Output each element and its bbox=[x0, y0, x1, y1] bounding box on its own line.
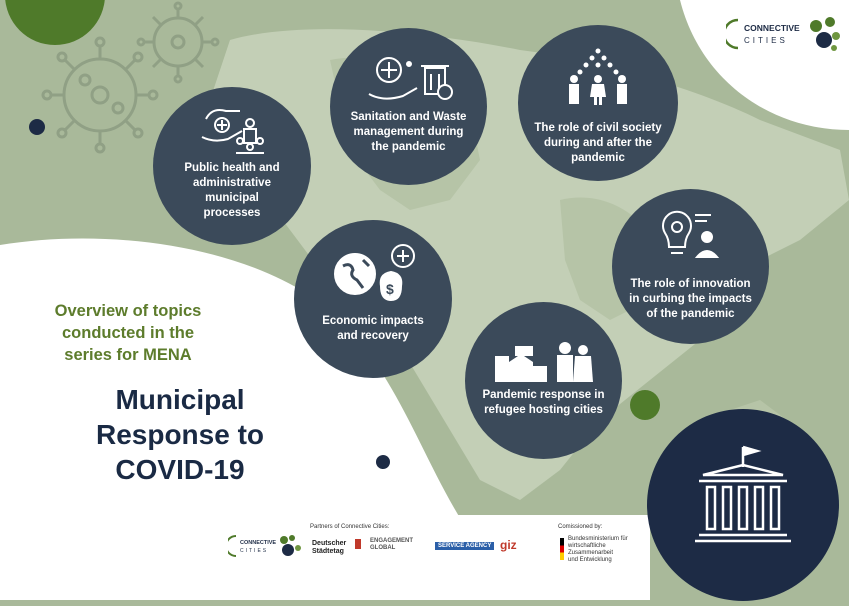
svg-text:CONNECTIVE: CONNECTIVE bbox=[240, 540, 277, 546]
topic-label: Economic impacts and recovery bbox=[322, 315, 424, 342]
government-building-icon bbox=[647, 409, 839, 601]
waste-management-icon bbox=[359, 50, 459, 106]
service-agency-logo: SERVICE AGENCY bbox=[435, 542, 494, 550]
innovation-lightbulb-icon bbox=[651, 207, 731, 267]
decor-circle-green-top bbox=[5, 0, 105, 45]
economy-globe-money-icon bbox=[323, 240, 423, 310]
topic-label: Pandemic response in refugee hosting cities bbox=[482, 389, 605, 416]
crowd-people-icon bbox=[558, 47, 638, 109]
healthcare-admin-icon bbox=[192, 101, 272, 161]
topic-civil-society bbox=[518, 25, 678, 181]
engagement-global-logo: ENGAGEMENT GLOBAL bbox=[370, 538, 414, 551]
decor-dot-navy bbox=[376, 455, 390, 469]
topic-label: The role of innovation in curbing the impacts of the pandemic bbox=[629, 278, 752, 320]
commissioned-label: Comissioned by: bbox=[558, 524, 603, 530]
page-title: Municipal Response to COVID-19 bbox=[95, 384, 265, 485]
svg-text:$: $ bbox=[386, 281, 394, 297]
partner-logos-footer bbox=[220, 520, 630, 582]
connective-cities-small-logo bbox=[228, 528, 308, 568]
bmz-logo: Bundesministerium für wirtschaftliche Zusammenarbeit und Entwicklung bbox=[568, 536, 628, 563]
virus-small-icon bbox=[138, 3, 218, 82]
topic-innovation bbox=[612, 189, 769, 344]
deutscher-staedtetag-logo: Deutscher Städtetag bbox=[312, 540, 347, 555]
svg-text:CITIES: CITIES bbox=[240, 548, 269, 554]
giz-logo: giz bbox=[500, 538, 517, 552]
topic-label: The role of civil society during and after the pandemic bbox=[534, 122, 662, 164]
german-flag-icon bbox=[560, 538, 564, 560]
brand-name-bottom: CITIES bbox=[744, 36, 788, 45]
partners-label: Partners of Connective Cities: bbox=[310, 524, 390, 530]
topic-label: Public health and administrative municipal processes bbox=[184, 162, 280, 219]
brand-name-top: CONNECTIVE bbox=[744, 23, 800, 33]
decor-dot-navy bbox=[29, 119, 45, 135]
connective-cities-logo bbox=[726, 14, 841, 59]
topic-economic-impacts bbox=[294, 220, 452, 378]
topic-sanitation-waste bbox=[330, 28, 487, 185]
topic-refugee-response bbox=[465, 302, 622, 459]
government-building-badge bbox=[647, 409, 839, 601]
virus-icon bbox=[43, 38, 157, 152]
topic-label: Sanitation and Waste management during the pandemic bbox=[350, 111, 467, 153]
staedtetag-emblem-icon bbox=[355, 539, 361, 549]
overview-subtitle: Overview of topics conducted in the series for MENA bbox=[54, 302, 202, 364]
refugee-family-icon bbox=[489, 326, 599, 384]
topic-public-health bbox=[153, 87, 311, 245]
